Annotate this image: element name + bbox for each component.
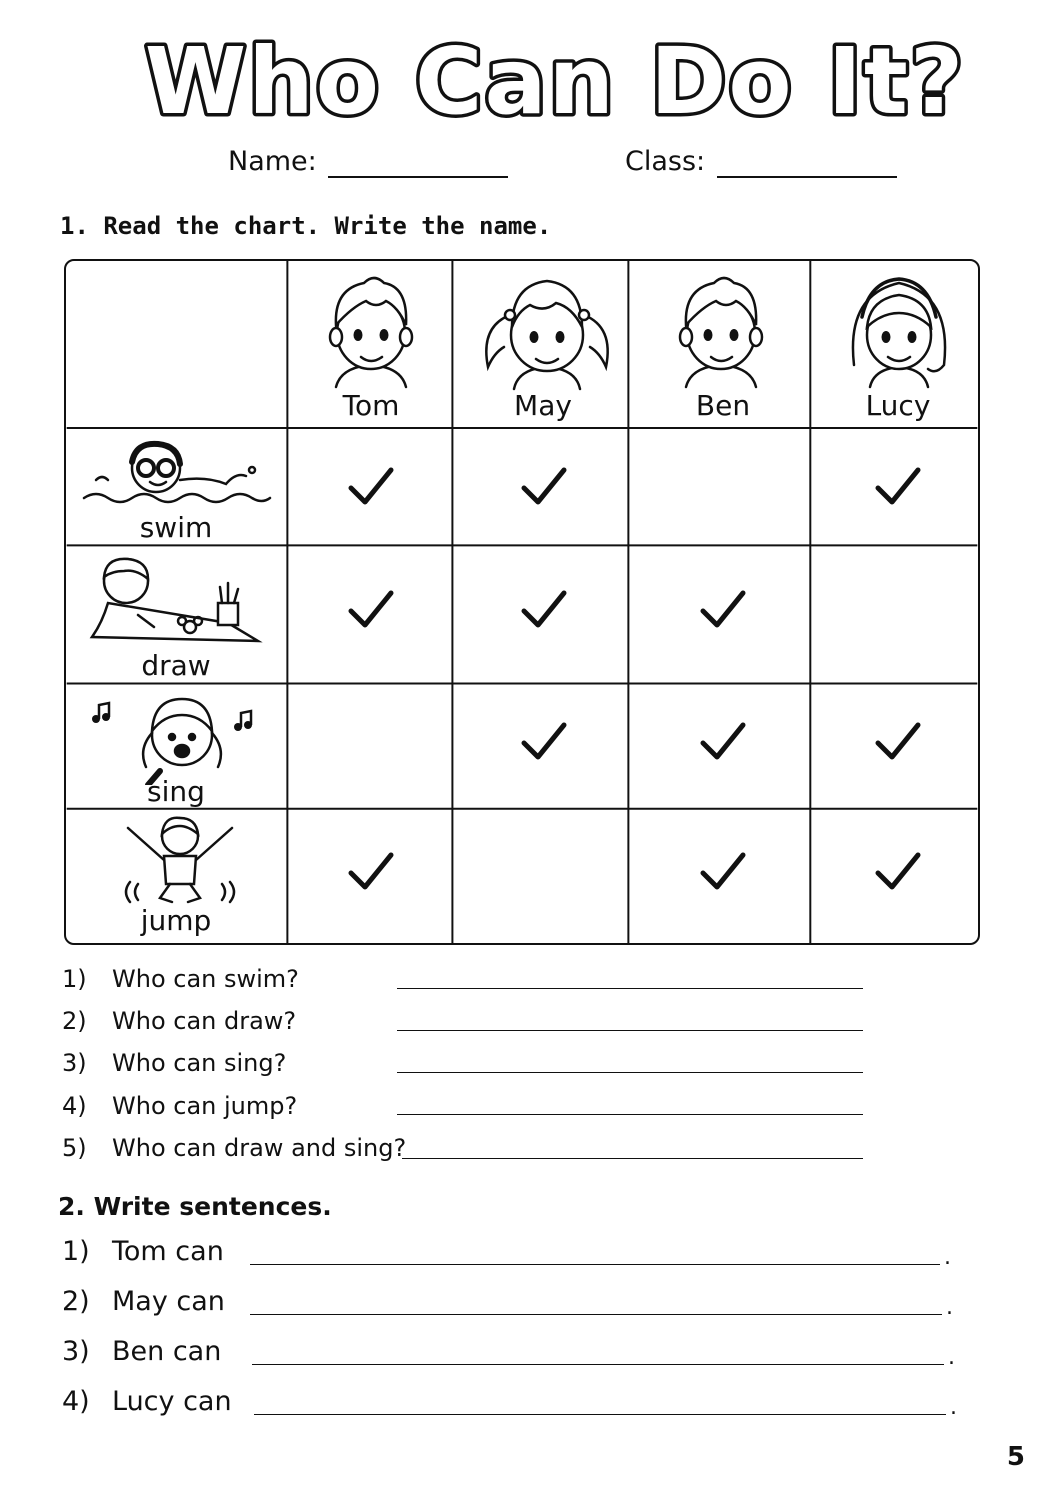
question-item xyxy=(62,1092,297,1120)
sentence-item xyxy=(62,1386,232,1417)
answer-line-4[interactable] xyxy=(397,1114,863,1115)
sentence-item xyxy=(62,1236,224,1267)
check-mark-icon xyxy=(874,849,922,893)
child-name-may: May xyxy=(514,389,572,422)
child-name-ben: Ben xyxy=(695,389,751,422)
question-item xyxy=(62,965,299,993)
question-number: 4) xyxy=(62,1092,87,1120)
question-text: Who can sing? xyxy=(112,1049,287,1077)
sentence-start: Ben can xyxy=(112,1336,222,1367)
child-name-tom: Tom xyxy=(342,389,400,422)
activity-label-jump: jump xyxy=(140,904,212,937)
question-item xyxy=(62,1007,296,1035)
child-name-lucy: Lucy xyxy=(865,389,931,422)
answer-line-3[interactable] xyxy=(397,1072,863,1073)
title-text: Who Can Do It? xyxy=(144,28,966,135)
page-number: 5 xyxy=(1006,1442,1025,1472)
check-mark-icon xyxy=(874,719,922,763)
check-mark-icon xyxy=(520,464,568,508)
question-number: 5) xyxy=(62,1134,87,1162)
sentence-line-2[interactable] xyxy=(250,1314,942,1315)
answer-line-5[interactable] xyxy=(402,1158,863,1159)
jumping-child-icon xyxy=(108,814,258,906)
sentence-period: . xyxy=(950,1395,957,1420)
sentence-period: . xyxy=(944,1245,951,1270)
question-number: 2) xyxy=(62,1007,87,1035)
answer-line-2[interactable] xyxy=(397,1030,863,1031)
check-mark-icon xyxy=(699,849,747,893)
sentence-line-3[interactable] xyxy=(252,1364,944,1365)
class-label: Class: xyxy=(625,146,706,177)
sentence-line-1[interactable] xyxy=(250,1264,940,1265)
question-item xyxy=(62,1134,406,1162)
task2-title: 2. Write sentences. xyxy=(58,1192,332,1221)
check-mark-icon xyxy=(347,849,395,893)
question-number: 3) xyxy=(62,1049,87,1077)
question-text: Who can draw? xyxy=(112,1007,297,1035)
sentence-line-4[interactable] xyxy=(254,1414,946,1415)
class-field[interactable] xyxy=(717,176,897,178)
sentence-number: 3) xyxy=(62,1336,90,1367)
activity-label-draw: draw xyxy=(141,649,211,682)
activity-label-sing: sing xyxy=(147,775,205,808)
check-mark-icon xyxy=(520,587,568,631)
check-mark-icon xyxy=(520,719,568,763)
sentence-number: 2) xyxy=(62,1286,90,1317)
check-mark-icon xyxy=(874,464,922,508)
task1-title: 1. Read the chart. Write the name. xyxy=(60,212,552,240)
name-field[interactable] xyxy=(328,176,508,178)
swimming-child-icon xyxy=(76,436,276,514)
girl-pigtails-face-icon xyxy=(474,267,620,391)
question-text: Who can swim? xyxy=(112,965,299,993)
girl-headband-face-icon xyxy=(836,265,962,391)
sentence-start: Lucy can xyxy=(112,1386,232,1417)
page-title xyxy=(0,18,1055,138)
sentence-item xyxy=(62,1286,225,1317)
activity-chart xyxy=(64,259,980,945)
name-label: Name: xyxy=(228,146,317,177)
answer-line-1[interactable] xyxy=(397,988,863,989)
check-mark-icon xyxy=(347,464,395,508)
activity-label-swim: swim xyxy=(139,511,213,544)
sentence-start: Tom can xyxy=(112,1236,224,1267)
check-mark-icon xyxy=(699,587,747,631)
check-mark-icon xyxy=(347,587,395,631)
sentence-start: May can xyxy=(112,1286,225,1317)
singing-child-icon xyxy=(86,689,276,785)
sentence-period: . xyxy=(948,1345,955,1370)
drawing-child-icon xyxy=(78,553,274,649)
boy-face-icon xyxy=(666,267,776,391)
sentence-period: . xyxy=(946,1295,953,1320)
sentence-number: 1) xyxy=(62,1236,90,1267)
check-mark-icon xyxy=(699,719,747,763)
boy-face-icon xyxy=(316,267,426,391)
question-number: 1) xyxy=(62,965,87,993)
sentence-item xyxy=(62,1336,221,1367)
sentence-number: 4) xyxy=(62,1386,90,1417)
question-text: Who can jump? xyxy=(112,1092,298,1120)
question-text: Who can draw and sing? xyxy=(112,1134,407,1162)
question-item xyxy=(62,1049,286,1077)
